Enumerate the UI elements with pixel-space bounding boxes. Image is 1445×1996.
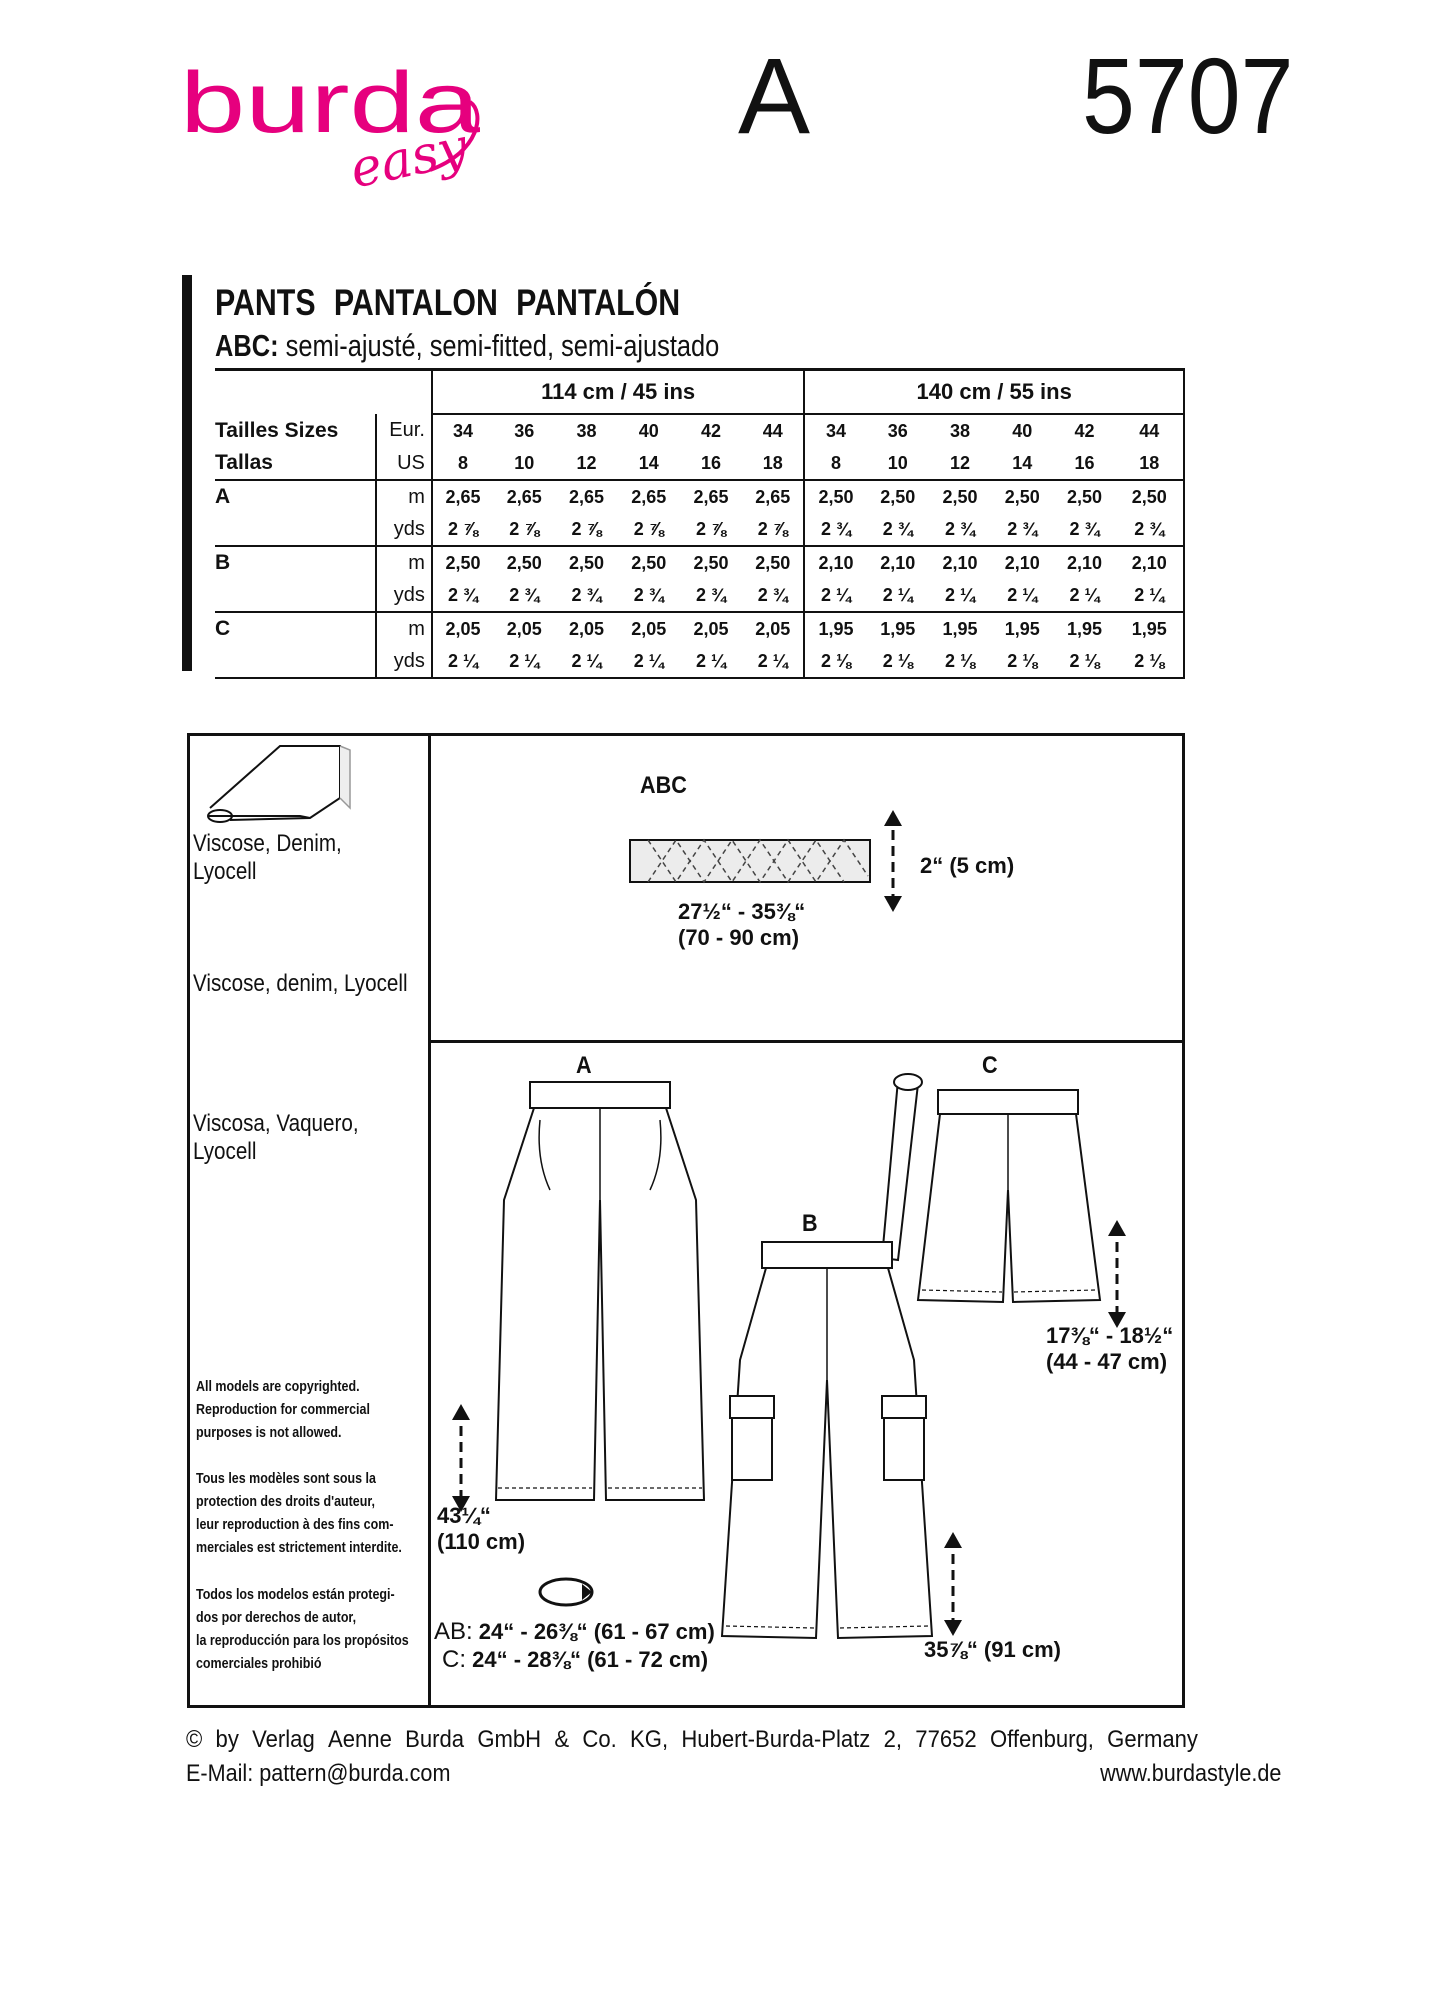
yardage-value: 2 ¼ — [432, 645, 493, 678]
size-value: 34 — [432, 414, 493, 447]
yardage-value: 2,65 — [555, 480, 617, 513]
pants-b-drawing — [712, 1240, 942, 1650]
publisher-word: Co. — [582, 1726, 617, 1753]
publisher-word: GmbH — [477, 1726, 542, 1753]
size-system: US — [376, 447, 432, 480]
publisher-word: 2, — [883, 1726, 903, 1753]
yardage-value: 2,50 — [929, 480, 991, 513]
waist-ab-label: AB: — [434, 1618, 473, 1645]
yardage-value: 2,10 — [929, 546, 991, 579]
yardage-value: 2,50 — [618, 546, 680, 579]
yardage-value: 2 ¾ — [757, 584, 788, 605]
size-value: 42 — [1074, 420, 1095, 441]
yardage-value: 2 ¾ — [432, 579, 493, 612]
yardage-row — [215, 579, 1184, 612]
yardage-value: 2 ¾ — [804, 513, 866, 546]
yardage-value: 2 ⅞ — [695, 518, 727, 539]
size-value: 12 — [576, 452, 597, 473]
yardage-table — [215, 368, 1185, 679]
publisher-line — [186, 1726, 1198, 1754]
width-140: 140 cm / 55 ins — [804, 370, 1184, 415]
yardage-value: 2,50 — [493, 546, 555, 579]
size-system: Eur. — [376, 414, 432, 447]
unit-label: yds — [376, 579, 432, 612]
yardage-row — [215, 612, 1184, 645]
yardage-value: 1,95 — [804, 612, 866, 645]
fit-description — [215, 328, 719, 364]
fit-label: ABC: — [215, 328, 279, 363]
waist-ab-value: 24“ - 26⅜“ (61 - 67 cm) — [472, 1619, 715, 1644]
yardage-value: 2 ⅞ — [571, 518, 602, 539]
yardage-value: 2,10 — [867, 546, 929, 579]
yardage-value: 2,50 — [1053, 480, 1115, 513]
svg-text:easy: easy — [344, 117, 473, 201]
length-c-1: 17⅜“ - 18½“ — [1046, 1323, 1174, 1348]
yardage-value: 2,50 — [742, 546, 804, 579]
size-value: 12 — [949, 452, 971, 473]
yardage-value: 2,10 — [804, 546, 866, 579]
yardage-value: 2 ¼ — [555, 645, 617, 678]
fabric-es-text: Viscosa, Vaquero, Lyocell — [193, 1110, 359, 1165]
publisher-word: Offenburg, — [989, 1726, 1094, 1753]
yardage-value: 2,65 — [432, 480, 493, 513]
view-label: B — [215, 546, 376, 579]
length-arrow-c — [1102, 1220, 1132, 1328]
yardage-value: 2,10 — [1116, 546, 1184, 579]
yardage-value: 2,50 — [555, 546, 617, 579]
fabric-roll-icon — [200, 738, 360, 838]
yardage-value: 2 ¾ — [509, 584, 540, 605]
yardage-value: 2,05 — [555, 612, 617, 645]
yardage-value: 2 ¾ — [1007, 518, 1038, 539]
size-value: 40 — [1012, 420, 1033, 441]
size-value: 36 — [887, 420, 908, 441]
yardage-row — [215, 546, 1184, 579]
yardage-value: 2,50 — [867, 480, 929, 513]
view-label: C — [215, 612, 376, 645]
yardage-value: 1,95 — [1116, 612, 1184, 645]
view-letter: A — [738, 35, 811, 156]
garment-title: PANTS PANTALON PANTALÓN — [215, 282, 681, 323]
unit-label: yds — [376, 645, 432, 678]
yardage-value: 2 ⅞ — [432, 513, 493, 546]
yardage-value: 1,95 — [929, 612, 991, 645]
size-value: 8 — [804, 447, 866, 480]
yardage-value: 2 ¾ — [571, 584, 602, 605]
title-accent-bar — [182, 275, 192, 671]
yardage-value: 2 ¼ — [1007, 584, 1038, 605]
yardage-value: 2 ¾ — [944, 518, 976, 539]
size-value: 10 — [887, 452, 908, 473]
belt-length-1: 27½“ - 35⅜“ — [678, 899, 806, 924]
width-header-row — [215, 370, 1184, 415]
yardage-value: 2 ¾ — [882, 518, 913, 539]
view-label: A — [215, 480, 376, 513]
waist-c-label: C: — [442, 1646, 466, 1673]
yardage-value: 2,05 — [493, 612, 555, 645]
yardage-value: 2 ⅛ — [1116, 645, 1184, 678]
yardage-value: 2 ¾ — [633, 584, 664, 605]
contact-email: E-Mail: pattern@burda.com — [186, 1760, 451, 1787]
yardage-value: 2 ⅞ — [757, 518, 788, 539]
yardage-value: 2,65 — [493, 480, 555, 513]
width-114: 114 cm / 45 ins — [432, 370, 805, 415]
view-a-label: A — [576, 1052, 592, 1079]
yardage-row — [215, 513, 1184, 546]
yardage-value: 2 ¼ — [680, 645, 742, 678]
yardage-value: 2,65 — [618, 480, 680, 513]
yardage-value: 2 ¾ — [695, 584, 727, 605]
size-value: 18 — [762, 452, 783, 473]
us-size-row — [215, 447, 1184, 480]
yardage-value: 1,95 — [1053, 612, 1115, 645]
yardage-row — [215, 645, 1184, 678]
pants-a-drawing — [490, 1080, 710, 1520]
yardage-value: 2,50 — [1116, 480, 1184, 513]
size-value: 36 — [514, 420, 535, 441]
length-a-2: (110 cm) — [437, 1529, 526, 1554]
yardage-value: 2 ⅛ — [991, 645, 1053, 678]
unit-label: m — [376, 612, 432, 645]
yardage-value: 2,05 — [742, 612, 804, 645]
publisher-word: Verlag — [252, 1726, 315, 1753]
yardage-value: 2,05 — [618, 612, 680, 645]
waist-c — [442, 1646, 708, 1674]
publisher-word: by — [215, 1726, 239, 1753]
size-value: 44 — [762, 420, 783, 441]
yardage-value: 2 ⅛ — [929, 645, 991, 678]
publisher-word: Aenne — [328, 1726, 392, 1753]
yardage-value: 2 ⅞ — [509, 518, 540, 539]
yardage-value: 2,50 — [432, 546, 493, 579]
publisher-word: Burda — [405, 1726, 465, 1753]
size-value: 14 — [1012, 452, 1033, 473]
fabric-suggestions-fr — [193, 970, 408, 998]
yardage-value: 2 ¼ — [804, 579, 866, 612]
yardage-value: 2 ¼ — [882, 584, 913, 605]
waist-tape-icon — [534, 1572, 604, 1612]
waist-ab — [434, 1618, 715, 1646]
yardage-value: 2,05 — [432, 612, 493, 645]
view-label — [215, 513, 376, 546]
unit-label: m — [376, 546, 432, 579]
length-c-2: (44 - 47 cm) — [1046, 1349, 1168, 1374]
size-value: 44 — [1116, 414, 1184, 447]
unit-label: yds — [376, 513, 432, 546]
yardage-value: 2,65 — [680, 480, 742, 513]
website-link[interactable]: www.burdastyle.de — [1099, 1760, 1281, 1787]
belt-length-2: (70 - 90 cm) — [678, 925, 800, 950]
size-value: 34 — [804, 414, 866, 447]
yardage-value: 2,50 — [991, 480, 1053, 513]
yardage-value: 2,50 — [804, 480, 866, 513]
publisher-word: Germany — [1107, 1726, 1198, 1753]
yardage-value: 2 ⅞ — [633, 518, 664, 539]
fabric-suggestions-en — [193, 830, 342, 886]
yardage-value: 2 ¼ — [618, 645, 680, 678]
length-arrow-b — [938, 1532, 968, 1636]
copyright-note-es: Todos los modelos están protegi- dos por derechos de autor, la reproducción para los propósitos comerciales prohibió — [196, 1587, 409, 1672]
pattern-number: 5707 — [1082, 35, 1294, 156]
size-value: 40 — [638, 420, 659, 441]
yardage-value: 2 ⅛ — [867, 645, 929, 678]
yardage-value: 2,65 — [742, 480, 804, 513]
size-value: 10 — [514, 452, 535, 473]
box-divider-horizontal — [428, 1040, 1185, 1043]
burda-easy-logo — [180, 62, 500, 212]
unit-label: m — [376, 480, 432, 513]
yardage-value: 2 ¾ — [1069, 518, 1100, 539]
yardage-value: 2 ⅛ — [804, 645, 866, 678]
yardage-value: 2 ¼ — [944, 584, 976, 605]
fabric-fr-text: Viscose, denim, Lyocell — [193, 970, 408, 997]
length-a-1: 43¼“ — [437, 1503, 491, 1528]
yardage-value: 2,50 — [680, 546, 742, 579]
publisher-word: © — [186, 1726, 203, 1753]
size-value: 42 — [700, 420, 722, 441]
publisher-word: & — [554, 1726, 570, 1753]
fabric-en-text: Viscose, Denim, Lyocell — [193, 830, 342, 885]
eur-size-row — [215, 414, 1184, 447]
view-b-label: B — [802, 1210, 818, 1237]
yardage-value: 2 ¼ — [1069, 584, 1100, 605]
publisher-word: Hubert-Burda-Platz — [681, 1726, 871, 1753]
belt-height: 2“ (5 cm) — [920, 853, 1015, 878]
size-value: 8 — [432, 447, 493, 480]
size-value: 18 — [1116, 447, 1184, 480]
yardage-value: 2 ¼ — [493, 645, 555, 678]
box-divider-vertical — [428, 733, 431, 1708]
yardage-value: 2 ⅛ — [1053, 645, 1115, 678]
belt-label: ABC — [640, 772, 687, 799]
length-arrow-a — [446, 1404, 476, 1512]
copyright-note-fr: Tous les modèles sont sous la protection des droits d'auteur, leur reproduction à des fins com- merciales est strictement interdite. — [196, 1471, 402, 1556]
yardage-value: 1,95 — [867, 612, 929, 645]
publisher-word: KG, — [630, 1726, 669, 1753]
size-value: 14 — [638, 452, 659, 473]
size-value: 16 — [1074, 452, 1095, 473]
publisher-word: 77652 — [915, 1726, 977, 1753]
svg-text:burda: burda — [180, 62, 481, 151]
size-value: 38 — [949, 420, 971, 441]
yardage-value: 2 ¼ — [742, 645, 804, 678]
view-label — [215, 579, 376, 612]
size-value: 38 — [576, 420, 597, 441]
view-label — [215, 645, 376, 678]
length-b: 35⅞“ (91 cm) — [924, 1637, 1061, 1662]
view-c-label: C — [982, 1052, 998, 1079]
yardage-value: 2,10 — [991, 546, 1053, 579]
yardage-row — [215, 480, 1184, 513]
size-label: Tailles Sizes — [215, 418, 339, 442]
yardage-value: 2 ¾ — [1116, 513, 1184, 546]
size-label: Tallas — [215, 451, 273, 474]
waist-c-value: 24“ - 28⅜“ (61 - 72 cm) — [466, 1647, 709, 1672]
yardage-value: 2 ¼ — [1116, 579, 1184, 612]
yardage-value: 2,10 — [1053, 546, 1115, 579]
size-value: 16 — [700, 452, 722, 473]
fit-text: semi-ajusté, semi-fitted, semi-ajustado — [278, 328, 720, 363]
yardage-value: 1,95 — [991, 612, 1053, 645]
fabric-suggestions-es — [193, 1110, 359, 1166]
yardage-value: 2,05 — [680, 612, 742, 645]
copyright-note-en: All models are copyrighted. Reproduction for commercial purposes is not allowed. — [196, 1379, 370, 1441]
